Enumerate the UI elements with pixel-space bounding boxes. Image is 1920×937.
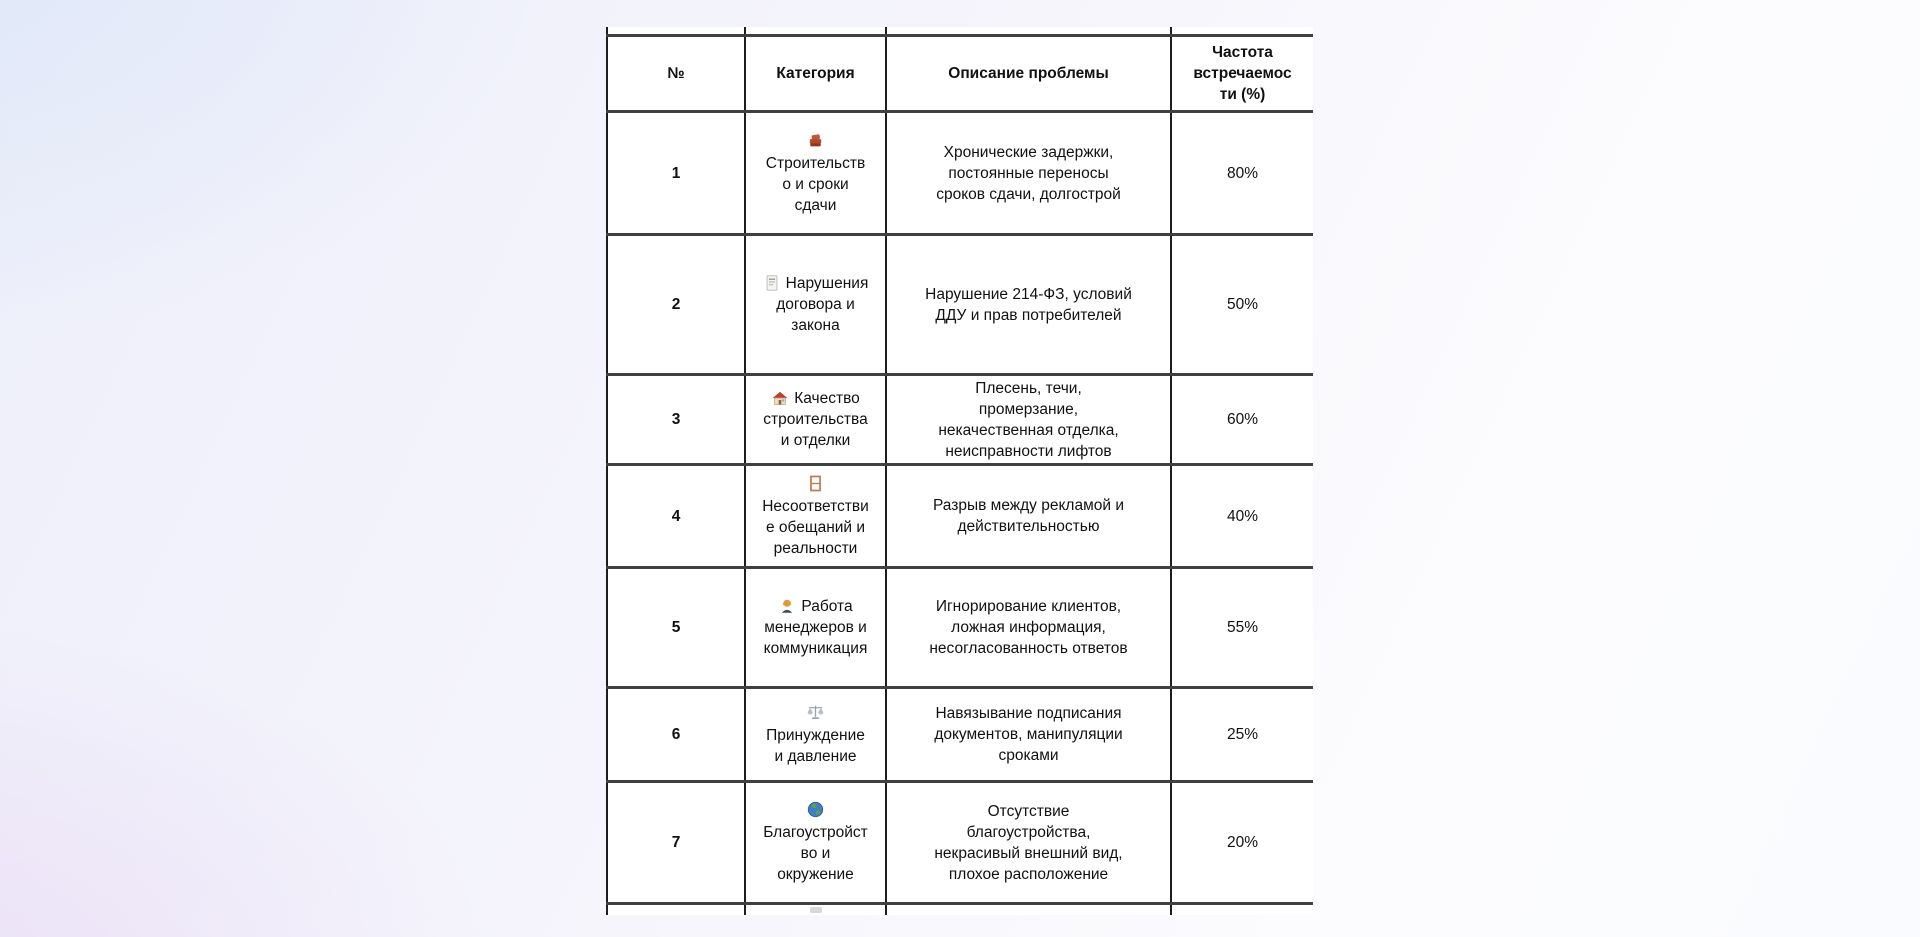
row-number-cell: 3 <box>607 375 745 465</box>
clipped-cell <box>1171 27 1313 36</box>
category-label: Строительство и сроки сдачи <box>765 154 866 214</box>
row-number-cell: 1 <box>607 112 745 235</box>
row-number-cell: 4 <box>607 465 745 568</box>
table-row <box>607 465 1313 568</box>
window-icon <box>806 474 825 493</box>
description-cell: Игнорирование клиентов, ложная информация, несогласованность ответов <box>886 568 1171 688</box>
clipped-emoji-fragment <box>810 907 822 913</box>
category-cell <box>745 568 886 688</box>
description-cell: Плесень, течи, промерзание, некачественная отделка, неисправности лифтов <box>886 375 1171 465</box>
header-description: Описание проблемы <box>886 36 1171 112</box>
category-cell <box>745 112 886 235</box>
bricks-icon <box>806 131 825 150</box>
header-category: Категория <box>745 36 886 112</box>
balance-scale-icon <box>806 703 825 722</box>
category-cell <box>745 375 886 465</box>
category-label: Благоустройство и окружение <box>763 824 868 883</box>
category-label: Несоответствие обещаний и реальности <box>762 497 869 557</box>
table-header-row <box>607 36 1313 112</box>
description-cell: Разрыв между рекламой и действительностью <box>886 465 1171 568</box>
document-icon <box>763 274 781 292</box>
frequency-cell: 25% <box>1171 688 1313 782</box>
category-cell <box>745 235 886 375</box>
clipped-cell <box>886 27 1171 36</box>
table-row <box>607 375 1313 465</box>
description-cell: Отсутствие благоустройства, некрасивый внешний вид, плохое расположение <box>886 782 1171 904</box>
description-cell: Нарушение 214-ФЗ, условий ДДУ и прав потребителей <box>886 235 1171 375</box>
clipped-cell <box>745 27 886 36</box>
row-number-cell: 7 <box>607 782 745 904</box>
description-cell: Навязывание подписания документов, манипуляции сроками <box>886 688 1171 782</box>
frequency-cell: 20% <box>1171 782 1313 904</box>
category-label: Работа менеджеров и коммуникация <box>763 598 868 657</box>
frequency-cell: 55% <box>1171 568 1313 688</box>
document-page <box>606 27 1313 915</box>
clipped-cell <box>886 904 1171 916</box>
category-cell <box>745 688 886 782</box>
problems-table <box>606 27 1313 915</box>
header-num: № <box>607 36 745 112</box>
table-row <box>607 688 1313 782</box>
clipped-row-above <box>607 27 1313 36</box>
category-cell <box>745 465 886 568</box>
description-cell: Хронические задержки, постоянные переносы сроков сдачи, долгострой <box>886 112 1171 235</box>
header-frequency: Частота встречаемости (%) <box>1171 36 1313 112</box>
table-row <box>607 782 1313 904</box>
category-label: Принуждение и давление <box>766 726 865 765</box>
globe-icon <box>806 800 825 819</box>
category-label: Нарушения договора и закона <box>776 275 869 334</box>
clipped-cell <box>745 904 886 916</box>
row-number-cell: 2 <box>607 235 745 375</box>
frequency-cell: 50% <box>1171 235 1313 375</box>
clipped-row-below <box>607 904 1313 916</box>
category-cell <box>745 782 886 904</box>
woman-office-worker-icon <box>778 597 796 615</box>
frequency-cell: 40% <box>1171 465 1313 568</box>
frequency-cell: 60% <box>1171 375 1313 465</box>
clipped-cell <box>607 904 745 916</box>
clipped-cell <box>1171 904 1313 916</box>
house-icon <box>771 389 789 407</box>
category-label: Качество строительства и отделки <box>763 390 868 449</box>
table-row <box>607 112 1313 235</box>
table-row <box>607 235 1313 375</box>
frequency-cell: 80% <box>1171 112 1313 235</box>
row-number-cell: 5 <box>607 568 745 688</box>
clipped-cell <box>607 27 745 36</box>
table-row <box>607 568 1313 688</box>
row-number-cell: 6 <box>607 688 745 782</box>
